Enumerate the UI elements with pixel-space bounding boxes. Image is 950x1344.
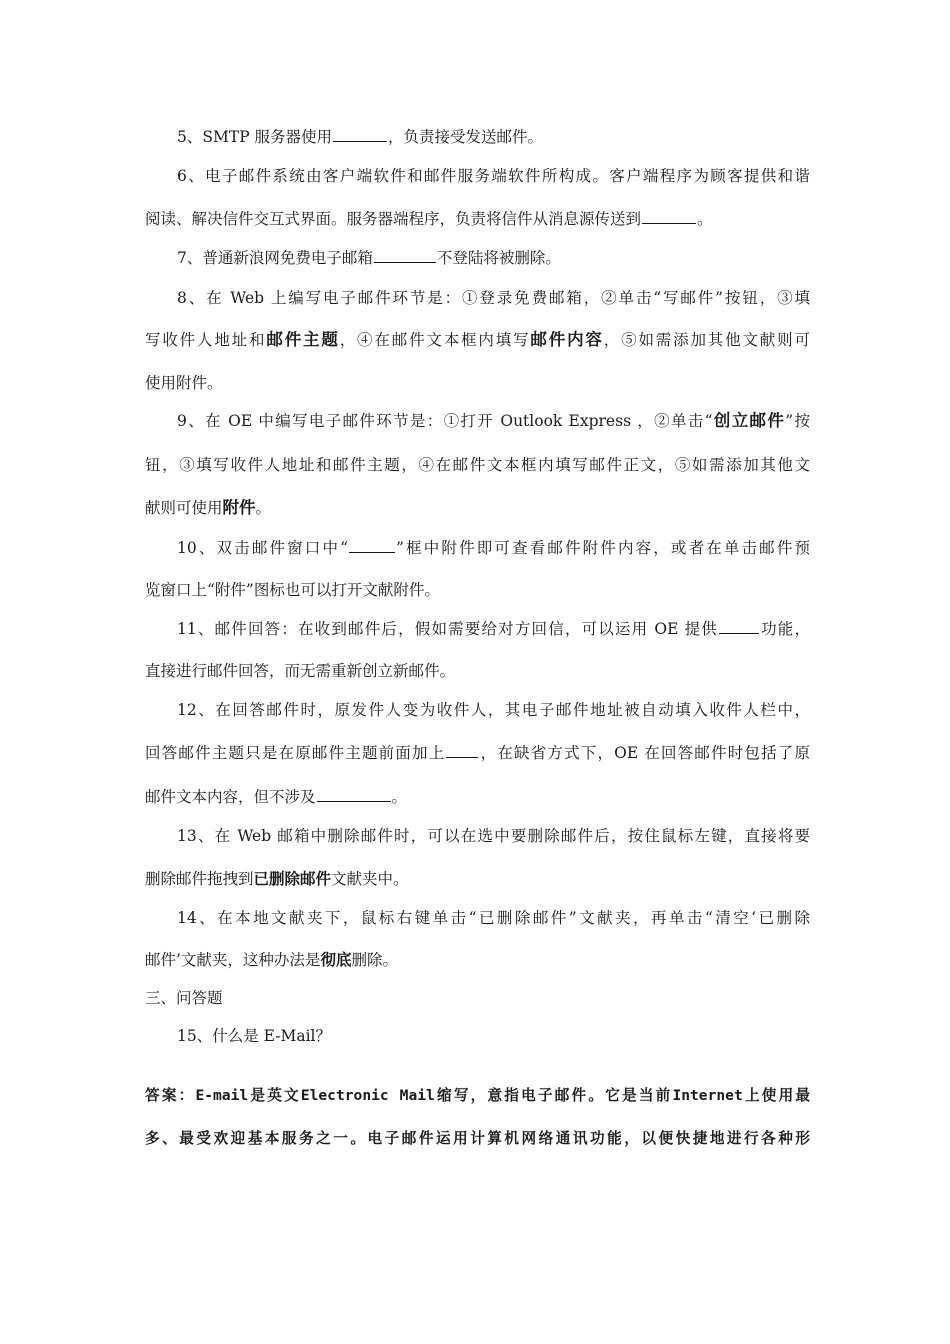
fill-blank [719,618,759,634]
answer-line-2 [145,1128,810,1150]
section-heading: 三、问答题 [145,989,223,1007]
fill-blank [374,247,436,263]
question-11-line-1 [177,618,810,640]
q8-line-2-c: ，⑤如需添加其他文献则可 [603,331,810,349]
q5-text-a: 5、SMTP 服务器使用 [177,128,333,146]
fill-blank [446,742,478,758]
answer-line-1 [145,1085,810,1107]
question-11-line-2 [145,660,810,682]
bold-answer-subject: 邮件主题 [266,330,340,349]
fill-blank [333,126,387,142]
q10-line-2-text: 览窗口上“附件”图标也可以打开文献附件。 [145,581,440,599]
fill-blank [642,208,696,224]
q11-line-2-text: 直接进行邮件回答，而无需重新创立新邮件。 [145,662,456,680]
q12-line-3-b: 。 [391,788,408,806]
q12-line-2-b: ，在缺省方式下，OE 在回答邮件时包括了原 [479,744,810,762]
q6-line-2-end: 。 [697,210,713,228]
q14-line-2-b: 删除。 [351,951,398,969]
q12-line-2-a: 回答邮件主题只是在原邮件主题前面加上 [145,744,446,762]
question-15: 15、什么是 E-Mail？ [177,1027,332,1045]
question-12-line-2 [145,742,810,764]
question-9-line-2 [145,454,810,476]
q13-line-2-a: 删除邮件拖拽到 [145,870,254,888]
question-6-line-2 [145,208,810,230]
q9-line-2-text: 钮，③填写收件人地址和邮件主题，④在邮件文本框内填写邮件正文，⑤如需添加其他文 [145,456,810,474]
q8-line-1-text: 8、在 Web 上编写电子邮件环节是：①登录免费邮箱，②单击“写邮件”按钮，③填 [177,289,810,307]
answer-line-1-text: 答案：E-mail是英文Electronic Mail缩写，意指电子邮件。它是当前Internet上使用最 [145,1087,810,1104]
q6-line-1-text: 6、电子邮件系统由客户端软件和邮件服务端软件所构成。客户端程序为顾客提供和谐 [177,167,810,185]
q13-line-1-text: 13、在 Web 邮箱中删除邮件时，可以在选中要删除邮件后，按住鼠标左键，直接将要 [177,827,810,845]
q5-text-b: ，负责接受发送邮件。 [388,128,544,146]
q11-line-1-b: 功能， [759,620,810,638]
q7-text-a: 7、普通新浪网免费电子邮箱 [177,249,373,267]
q7-text-b: 不登陆将被删除。 [436,249,561,267]
question-8-line-1 [177,287,810,309]
question-14-line-2 [145,949,810,971]
question-9-line-3 [145,497,810,519]
question-12-line-3 [145,786,810,808]
q12-line-1-text: 12、在回答邮件时，原发件人变为收件人，其电子邮件地址被自动填入收件人栏中， [177,701,810,719]
q10-line-1-b: ”框中附件即可查看邮件附件内容，或者在单击邮件预 [396,539,810,557]
question-9-line-1 [177,410,810,432]
q9-line-3-b: 。 [255,499,272,517]
q14-line-2-a: 邮件’文献夹，这种办法是 [145,951,321,969]
q10-line-1-a: 10、双击邮件窗口中“ [177,539,349,557]
bold-answer-thorough: 彻底 [320,951,352,969]
bold-answer-content: 邮件内容 [530,330,604,349]
question-13-line-1 [177,825,810,847]
question-12-line-1 [177,699,810,721]
question-14-line-1 [177,907,810,929]
fill-blank [317,786,391,802]
q9-line-1-a: 9、在 OE 中编写电子邮件环节是：①打开 Outlook Express ，②单击“ [177,412,713,430]
question-8-line-2 [145,329,810,351]
question-6-line-1 [177,165,810,187]
question-13-line-2 [145,868,810,890]
bold-answer-create: 创立邮件 [712,411,786,430]
fill-blank [349,537,395,553]
bold-answer-deleted-folder: 已删除邮件 [253,870,332,888]
q13-line-2-b: 文献夹中。 [331,870,409,888]
q8-line-2-a: 写收件人地址和 [145,331,267,349]
q8-line-3-text: 使用附件。 [145,374,223,392]
q14-line-1-text: 14、在本地文献夹下，鼠标右键单击“已删除邮件”文献夹，再单击“清空‘已删除 [177,909,810,927]
question-10-line-2 [145,579,810,601]
question-8-line-3 [145,372,810,394]
q9-line-3-a: 献则可使用 [145,499,223,517]
q11-line-1-a: 11、邮件回答：在收到邮件后，假如需要给对方回信，可以运用 OE 提供 [177,620,718,638]
q6-line-2-text: 阅读、解决信件交互式界面。服务器端程序，负责将信件从消息源传送到 [145,210,642,228]
bold-answer-attachment: 附件 [222,498,256,517]
answer-line-2-text: 多、最受欢迎基本服务之一。电子邮件运用计算机网络通讯功能，以便快捷地进行各种形 [145,1130,810,1147]
q9-line-1-b: ”按 [785,412,810,430]
q12-line-3-a: 邮件文本内容，但不涉及 [145,788,316,806]
question-5 [177,126,810,148]
q8-line-2-b: ，④在邮件文本框内填写 [339,331,531,349]
question-7 [177,247,810,269]
question-10-line-1 [177,537,810,559]
